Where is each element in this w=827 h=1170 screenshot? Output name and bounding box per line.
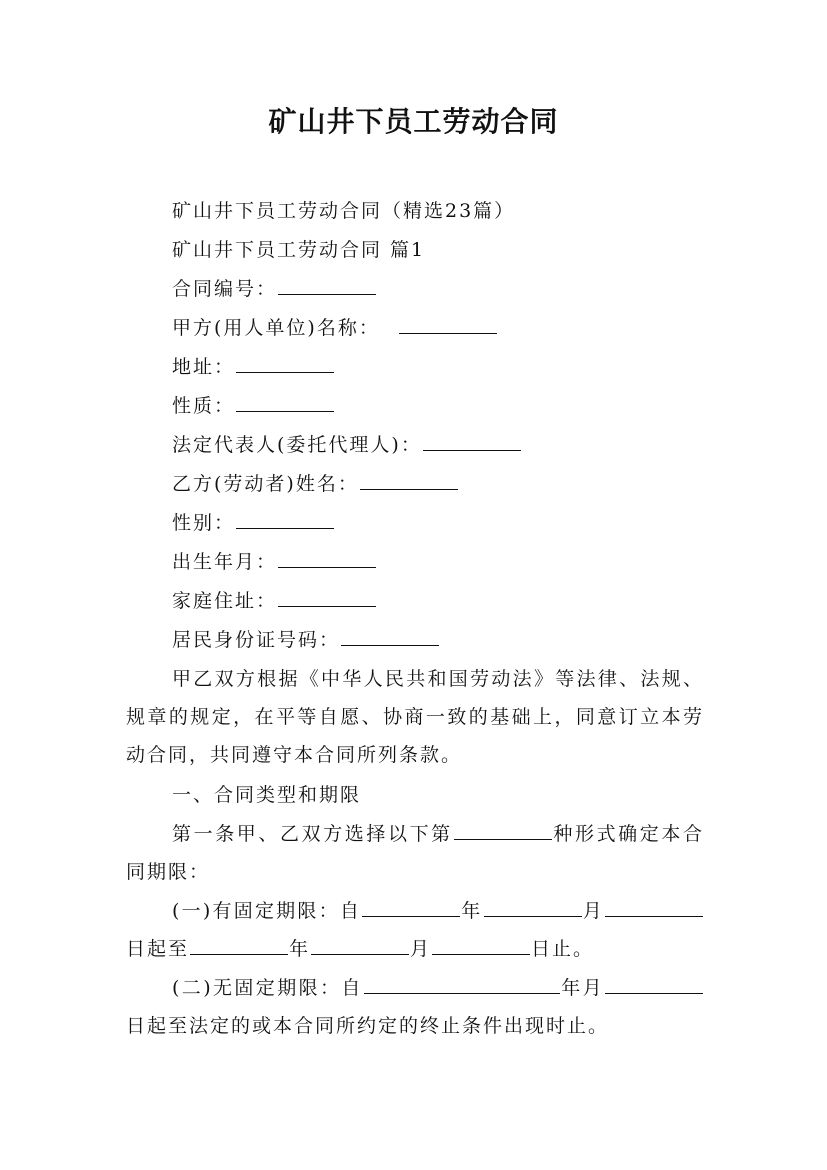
clause-one-end: 种形式确定本合同期限： <box>126 823 704 883</box>
home-address-label: 家庭住址： <box>172 590 278 612</box>
nature-field <box>172 393 335 419</box>
employer-name-label: 甲方(用人单位)名称： <box>172 317 380 339</box>
section-heading: 矿山井下员工劳动合同 篇1 <box>172 239 426 261</box>
contract-number-field <box>172 276 377 302</box>
address-label: 地址： <box>172 356 236 378</box>
month-text: 月 <box>582 900 604 922</box>
id-number-blank <box>341 627 439 646</box>
address-field <box>172 354 335 380</box>
contract-number-label: 合同编号： <box>172 278 278 300</box>
clause-one-blank <box>454 821 552 840</box>
fixed-end-year-blank <box>190 936 288 955</box>
section-one-heading: 一、合同类型和期限 <box>172 784 362 806</box>
year-month-text: 年月 <box>560 977 604 999</box>
birth-date-label: 出生年月： <box>172 551 278 573</box>
employer-name-blank <box>399 315 497 334</box>
worker-name-label: 乙方(劳动者)姓名： <box>172 473 359 495</box>
month-text: 月 <box>410 938 432 960</box>
worker-name-blank <box>360 471 458 490</box>
worker-name-field <box>172 471 459 497</box>
fixed-end-month-blank <box>311 936 409 955</box>
day-start-text: 日起至 <box>126 938 190 960</box>
open-start-year-blank <box>364 975 560 994</box>
gender-label: 性别： <box>172 512 236 534</box>
document-title: 矿山井下员工劳动合同 <box>268 105 559 138</box>
fixed-term-label: (一)有固定期限：自 <box>172 900 362 922</box>
year-text: 年 <box>289 938 311 960</box>
address-blank <box>236 354 334 373</box>
gender-blank <box>236 510 334 529</box>
day-end-text: 日止。 <box>531 938 595 960</box>
clause-one <box>126 815 704 891</box>
legal-rep-blank <box>423 432 521 451</box>
fixed-start-month-blank <box>484 898 582 917</box>
fixed-start-year-blank <box>362 898 460 917</box>
nature-blank <box>236 393 334 412</box>
subtitle-line: 矿山井下员工劳动合同（精选23篇） <box>172 200 516 222</box>
fixed-start-day-blank <box>605 898 703 917</box>
legal-rep-label: 法定代表人(委托代理人)： <box>172 434 422 456</box>
legal-rep-field <box>172 432 522 458</box>
open-start-day-blank <box>605 975 703 994</box>
intro-paragraph: 甲乙双方根据《中华人民共和国劳动法》等法律、法规、规章的规定，在平等自愿、协商一致的基础上，同意订立本劳动合同，共同遵守本合同所列条款。 <box>126 668 704 766</box>
birth-date-blank <box>278 549 376 568</box>
year-text: 年 <box>461 900 483 922</box>
id-number-label: 居民身份证号码： <box>172 629 341 651</box>
open-term-label: (二)无固定期限：自 <box>172 977 363 999</box>
open-term-option <box>126 969 704 1045</box>
gender-field <box>172 510 335 536</box>
clause-one-start: 第一条甲、乙双方选择以下第 <box>172 823 453 845</box>
fixed-term-option <box>126 892 704 968</box>
home-address-field <box>172 588 377 614</box>
open-term-end-text: 日起至法定的或本合同所约定的终止条件出现时止。 <box>126 1015 610 1037</box>
contract-number-blank <box>278 276 376 295</box>
employer-name-field <box>172 315 498 341</box>
birth-date-field <box>172 549 377 575</box>
home-address-blank <box>278 588 376 607</box>
fixed-end-day-blank <box>432 936 530 955</box>
id-number-field <box>172 627 440 653</box>
nature-label: 性质： <box>172 395 236 417</box>
